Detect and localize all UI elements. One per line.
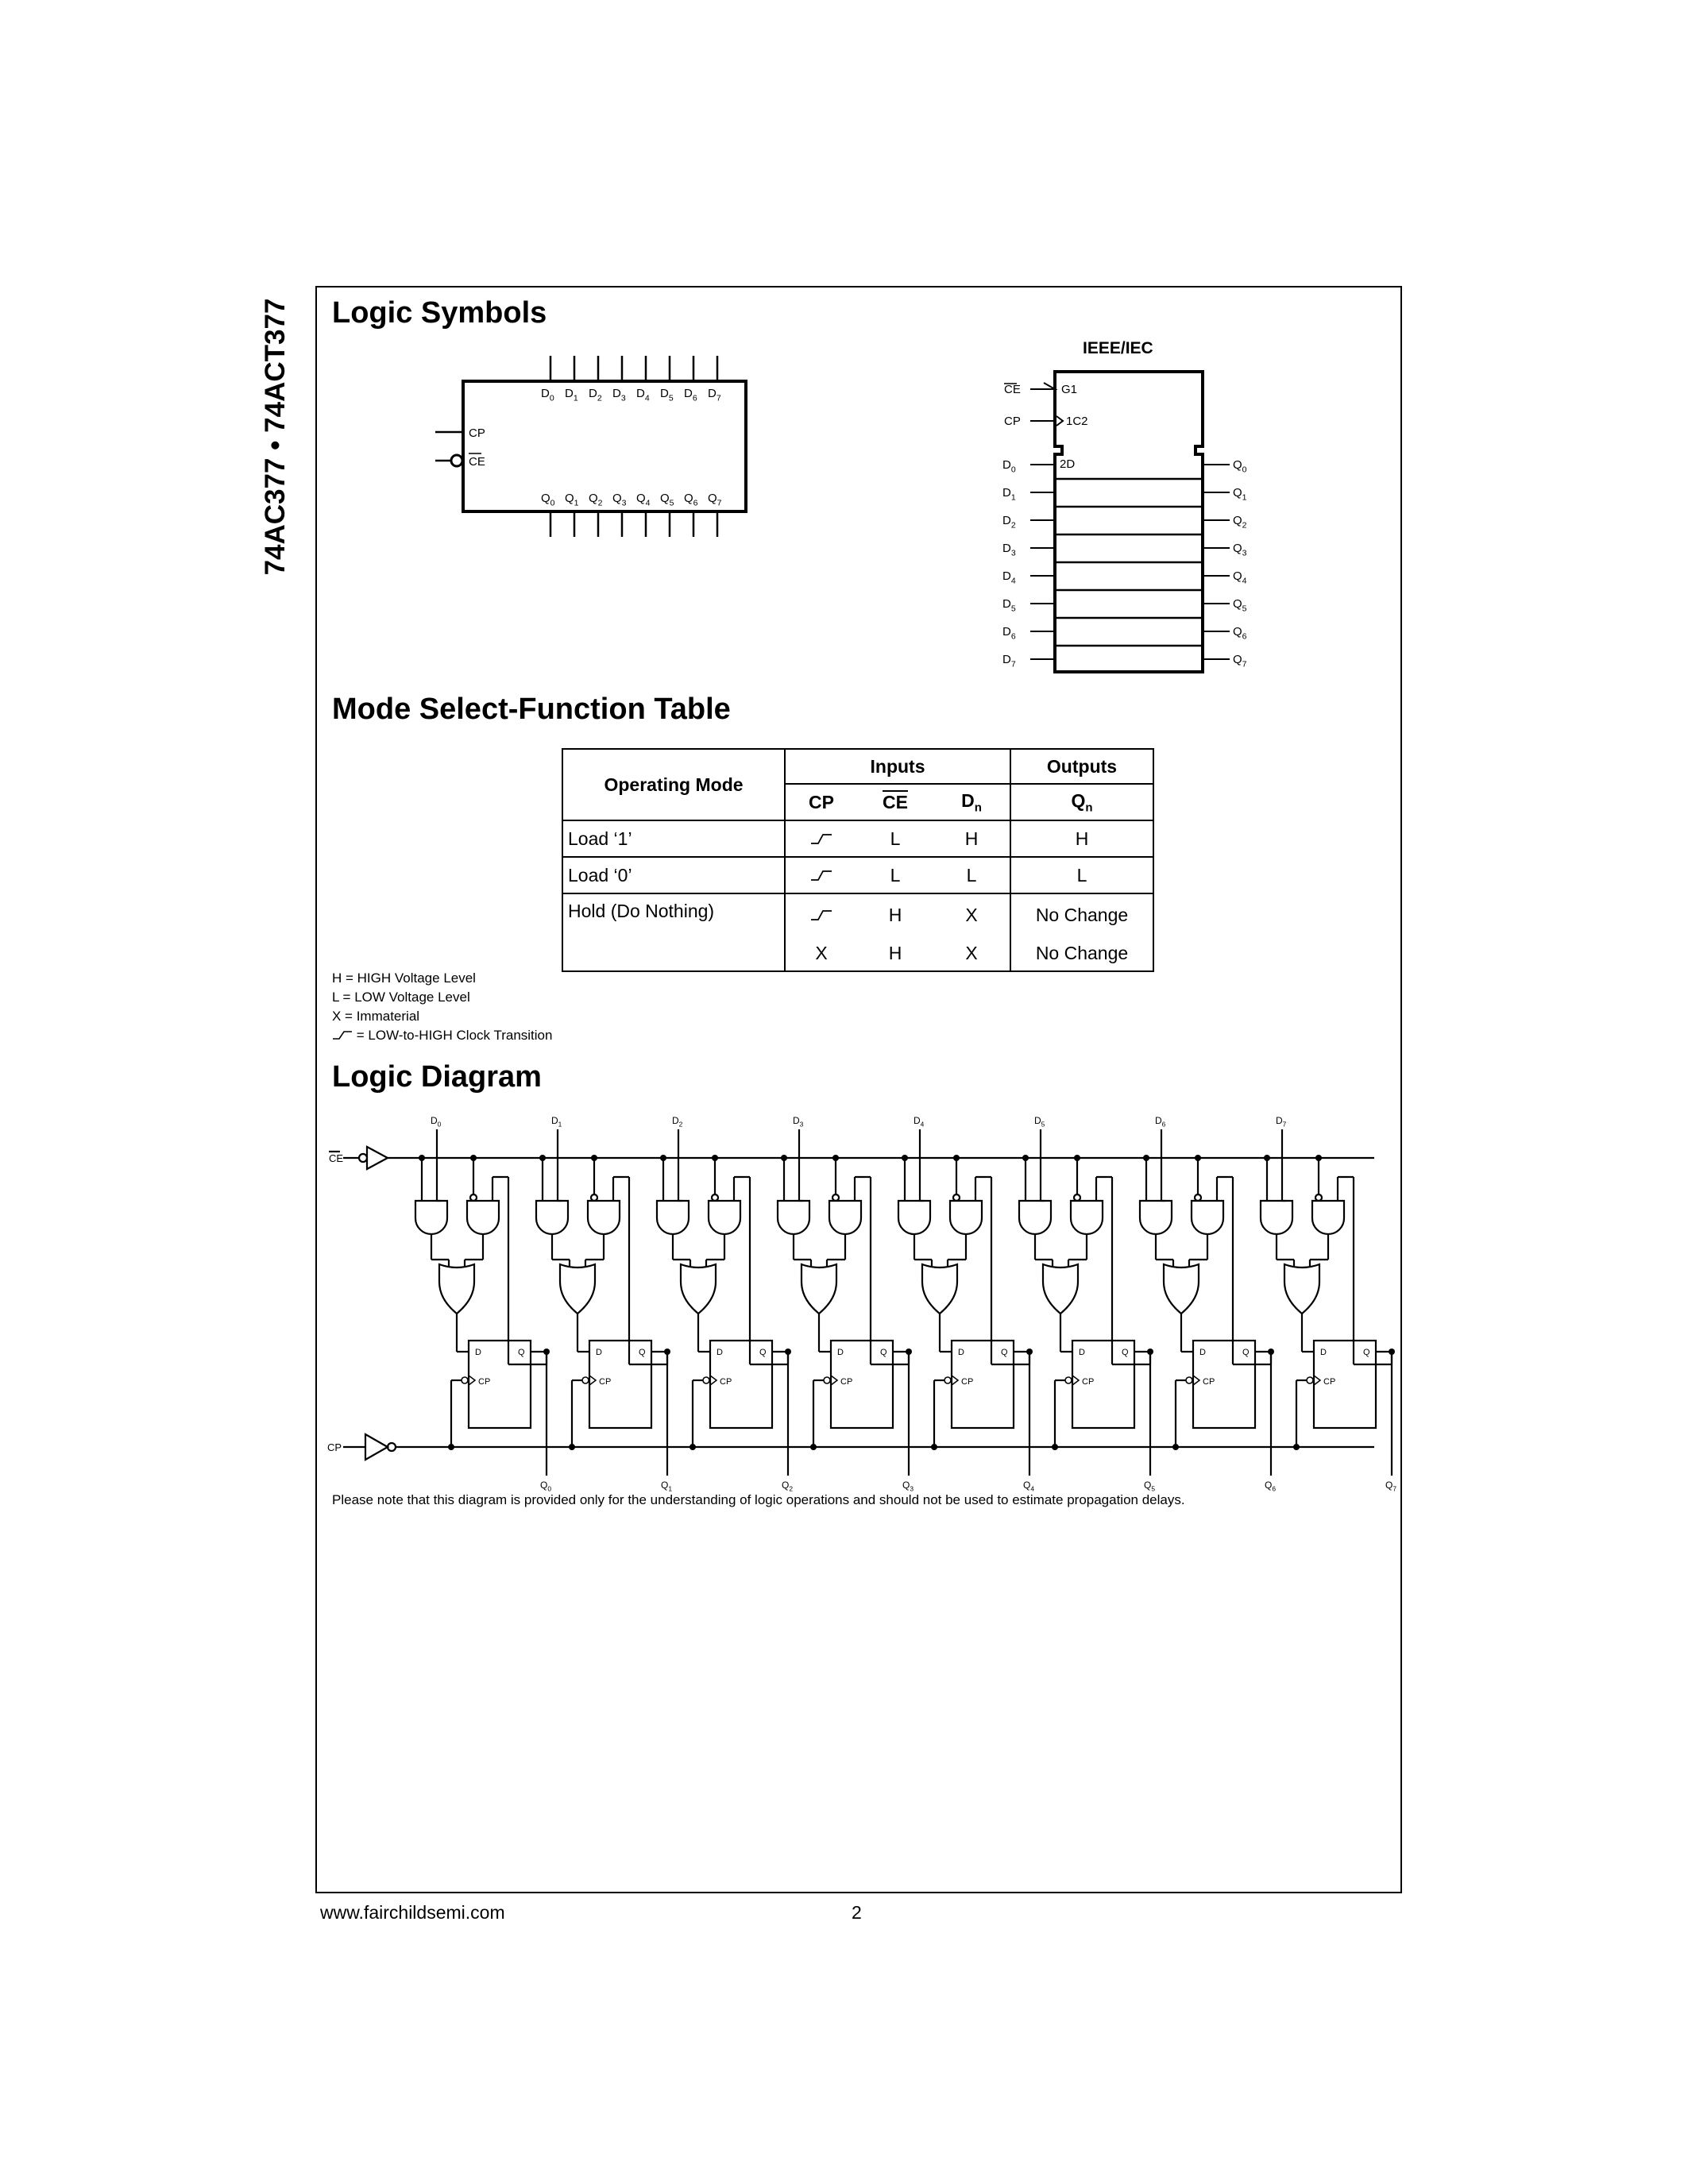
ce-invert-bubble	[953, 1194, 960, 1201]
ieee-ce-negation	[1044, 383, 1055, 389]
ff-q-label: Q	[1001, 1348, 1008, 1357]
header-qn	[1010, 784, 1153, 820]
header-dn-sub: n	[974, 801, 982, 815]
d-pin-label: $D_0$	[541, 387, 554, 403]
legend-x: X = Immaterial	[332, 1009, 420, 1024]
junction-dot	[1315, 1155, 1322, 1161]
d-pin-label: $D_4$	[636, 387, 650, 403]
table-legend	[332, 969, 552, 1045]
junction-dot	[781, 1155, 787, 1161]
diagram-d-label: $D_3$	[793, 1115, 804, 1129]
ieee-title: IEEE/IEC	[1083, 339, 1153, 357]
junction-dot	[660, 1155, 666, 1161]
ff-cp-label: CP	[961, 1377, 974, 1387]
ff-clock-triangle	[469, 1376, 475, 1385]
ff-d-label: D	[837, 1348, 844, 1357]
diagram-d-label: $D_5$	[1034, 1115, 1045, 1129]
header-dn-text: D	[961, 789, 975, 811]
ce-invert-bubble	[832, 1194, 839, 1201]
junction-dot	[419, 1155, 425, 1161]
ieee-d-label: $D_1$	[1002, 486, 1016, 503]
clock-triangle	[1056, 416, 1063, 426]
diagram-q-label: $Q_7$	[1385, 1480, 1397, 1493]
row-dn: X	[933, 936, 1010, 971]
and-gate	[588, 1201, 620, 1234]
and-gate	[778, 1201, 809, 1234]
mode-select-heading: Mode Select-Function Table	[332, 693, 731, 726]
and-gate	[829, 1201, 861, 1234]
ff-clock-bubble	[1065, 1377, 1072, 1383]
header-operating-mode: Operating Mode	[562, 749, 785, 820]
junction-dot	[810, 1444, 817, 1450]
ff-clock-triangle	[1072, 1376, 1079, 1385]
ff-cp-label: CP	[1203, 1377, 1215, 1387]
row-mode: Load ‘1’	[562, 820, 785, 857]
or-gate	[439, 1264, 474, 1314]
logic-symbol	[421, 349, 771, 548]
and-gate	[1140, 1201, 1172, 1234]
ieee-d-label: $D_2$	[1002, 514, 1016, 531]
ff-cp-label: CP	[720, 1377, 732, 1387]
ff-d-label: D	[1199, 1348, 1206, 1357]
and-gate	[709, 1201, 740, 1234]
header-qn-sub: n	[1085, 801, 1093, 815]
diagram-d-label: $D_4$	[914, 1115, 925, 1129]
row-dn: H	[933, 820, 1010, 857]
junction-dot	[1052, 1444, 1058, 1450]
and-gate	[1312, 1201, 1344, 1234]
q-pin-label: $Q_3$	[612, 492, 627, 508]
and-gate	[898, 1201, 930, 1234]
header-cp: CP	[785, 784, 857, 820]
row-cp	[785, 857, 857, 893]
c2-label: 1C2	[1066, 415, 1088, 428]
side-title-text: 74AC377 • 74ACT377	[260, 298, 291, 576]
row-cp	[785, 820, 857, 857]
ce-invert-bubble	[1074, 1194, 1080, 1201]
ff-clock-bubble	[1186, 1377, 1192, 1383]
diagram-q-label: $Q_3$	[902, 1480, 914, 1493]
q-pin-label: $Q_1$	[565, 492, 579, 508]
ieee-ce-label: CE	[1004, 383, 1021, 396]
legend-clock-text: = LOW-to-HIGH Clock Transition	[356, 1028, 553, 1043]
row-ce: H	[857, 936, 933, 971]
ce-invert-bubble	[591, 1194, 597, 1201]
ce-invert-bubble	[712, 1194, 718, 1201]
diagram-q-label: $Q_6$	[1265, 1480, 1277, 1493]
junction-dot	[1074, 1155, 1080, 1161]
row-cp: X	[785, 936, 857, 971]
junction-dot	[539, 1155, 546, 1161]
row-qn: L	[1010, 857, 1153, 893]
header-ce	[857, 784, 933, 820]
q-pin-label: $Q_6$	[684, 492, 698, 508]
symbol-body	[463, 381, 746, 511]
diagram-q-label: $Q_1$	[661, 1480, 673, 1493]
diagram-d-label: $D_2$	[672, 1115, 683, 1129]
and-gate	[415, 1201, 447, 1234]
ff-d-label: D	[475, 1348, 481, 1357]
ff-d-label: D	[958, 1348, 964, 1357]
ff-q-label: Q	[1122, 1348, 1129, 1357]
ff-clock-bubble	[703, 1377, 709, 1383]
rising-edge-icon	[332, 1029, 353, 1040]
footer-url[interactable]: www.fairchildsemi.com	[320, 1902, 505, 1923]
ce-bubble	[359, 1154, 367, 1162]
cp-label: CP	[469, 426, 485, 440]
q-pin-label: $Q_0$	[541, 492, 555, 508]
diagram-q-label: $Q_0$	[540, 1480, 552, 1493]
rising-edge-icon	[809, 909, 833, 921]
and-gate	[1192, 1201, 1223, 1234]
header-ce-text: $\overline{CE}$	[883, 791, 908, 812]
ce-invert-bubble	[470, 1194, 477, 1201]
diagram-cp-label: CP	[327, 1441, 342, 1453]
cp-inverter	[365, 1434, 388, 1460]
junction-dot	[470, 1155, 477, 1161]
ieee-cp-label: CP	[1004, 415, 1021, 428]
header-dn	[933, 784, 1010, 820]
diagram-d-label: $D_1$	[551, 1115, 562, 1129]
logic-diagram	[326, 1112, 1398, 1493]
ieee-q-label: $Q_0$	[1233, 458, 1247, 475]
ieee-q-label: $Q_4$	[1233, 569, 1247, 586]
q-pin-label: $Q_2$	[589, 492, 603, 508]
ff-clock-triangle	[710, 1376, 717, 1385]
ce-invert-bubble	[1195, 1194, 1201, 1201]
or-gate	[1284, 1264, 1319, 1314]
or-gate	[802, 1264, 836, 1314]
ff-q-label: Q	[880, 1348, 887, 1357]
q-pin-label: $Q_5$	[660, 492, 674, 508]
legend-l: L = LOW Voltage Level	[332, 990, 470, 1005]
header-inputs: Inputs	[785, 749, 1010, 784]
d-pin-label: $D_5$	[660, 387, 674, 403]
diagram-ce-label: CE	[329, 1152, 344, 1164]
or-gate	[681, 1264, 716, 1314]
ff-clock-triangle	[952, 1376, 958, 1385]
ieee-q-label: $Q_7$	[1233, 653, 1247, 669]
ff-d-label: D	[596, 1348, 602, 1357]
junction-dot	[832, 1155, 839, 1161]
ff-clock-bubble	[944, 1377, 951, 1383]
ieee-d-label: $D_4$	[1002, 569, 1016, 586]
header-qn-text: Q	[1071, 789, 1086, 811]
junction-dot	[1172, 1444, 1179, 1450]
ff-cp-label: CP	[478, 1377, 491, 1387]
d-pin-label: $D_7$	[708, 387, 721, 403]
ff-clock-bubble	[582, 1377, 589, 1383]
function-table	[562, 748, 1154, 972]
junction-dot	[1195, 1155, 1201, 1161]
ff-cp-label: CP	[1323, 1377, 1336, 1387]
diagram-d-label: $D_0$	[431, 1115, 442, 1129]
ff-cp-label: CP	[599, 1377, 612, 1387]
row-ce: L	[857, 857, 933, 893]
ieee-symbol	[993, 334, 1255, 683]
junction-dot	[591, 1155, 597, 1161]
and-gate	[1071, 1201, 1103, 1234]
row-cp	[785, 893, 857, 936]
ieee-d-label: $D_7$	[1002, 653, 1016, 669]
ff-q-label: Q	[759, 1348, 767, 1357]
ieee-q-label: $Q_6$	[1233, 625, 1247, 642]
ff-q-label: Q	[518, 1348, 525, 1357]
junction-dot	[902, 1155, 908, 1161]
ff-clock-triangle	[1193, 1376, 1199, 1385]
g1-label: G1	[1061, 383, 1078, 396]
ff-q-label: Q	[1363, 1348, 1370, 1357]
legend-h: H = HIGH Voltage Level	[332, 970, 476, 986]
ieee-d-label: $D_5$	[1002, 597, 1016, 614]
q-pin-label: $Q_7$	[708, 492, 722, 508]
row-mode: Load ‘0’	[562, 857, 785, 893]
ff-d-label: D	[1320, 1348, 1327, 1357]
ff-q-label: Q	[639, 1348, 646, 1357]
junction-dot	[1293, 1444, 1300, 1450]
junction-dot	[931, 1444, 937, 1450]
row-qn: No Change	[1010, 936, 1153, 971]
junction-dot	[953, 1155, 960, 1161]
and-gate	[1019, 1201, 1051, 1234]
logic-diagram-heading: Logic Diagram	[332, 1060, 542, 1094]
or-gate	[1164, 1264, 1199, 1314]
d2-label: 2D	[1060, 457, 1076, 471]
ce-inversion-bubble	[451, 455, 462, 466]
ff-clock-bubble	[824, 1377, 830, 1383]
diagram-q-label: $Q_2$	[782, 1480, 794, 1493]
ff-clock-bubble	[462, 1377, 468, 1383]
junction-dot	[1143, 1155, 1149, 1161]
page-number: 2	[852, 1902, 862, 1923]
legend-clock	[332, 1026, 552, 1045]
row-dn: L	[933, 857, 1010, 893]
q-pin-label: $Q_4$	[636, 492, 651, 508]
diagram-note: Please note that this diagram is provided only for the understanding of logic operations and should not be used to estimate propagation delays.	[332, 1492, 1185, 1507]
ce-buffer	[367, 1147, 388, 1169]
d-pin-label: $D_3$	[612, 387, 626, 403]
ieee-q-label: $Q_5$	[1233, 597, 1247, 614]
d-pin-label: $D_6$	[684, 387, 697, 403]
row-ce: H	[857, 893, 933, 936]
ff-clock-triangle	[589, 1376, 596, 1385]
diagram-q-label: $Q_4$	[1023, 1480, 1035, 1493]
diagram-q-label: $Q_5$	[1144, 1480, 1156, 1493]
ce-label: CE	[469, 455, 485, 469]
rising-edge-icon	[809, 832, 833, 845]
ff-clock-bubble	[1307, 1377, 1313, 1383]
row-qn: No Change	[1010, 893, 1153, 936]
or-gate	[922, 1264, 957, 1314]
and-gate	[467, 1201, 499, 1234]
and-gate	[657, 1201, 689, 1234]
row-ce: L	[857, 820, 933, 857]
d-pin-label: $D_2$	[589, 387, 602, 403]
diagram-d-label: $D_7$	[1276, 1115, 1287, 1129]
and-gate	[536, 1201, 568, 1234]
junction-dot	[712, 1155, 718, 1161]
d-pin-label: $D_1$	[565, 387, 578, 403]
ieee-q-label: $Q_2$	[1233, 514, 1247, 531]
ff-cp-label: CP	[840, 1377, 853, 1387]
ff-clock-triangle	[1314, 1376, 1320, 1385]
rising-edge-icon	[809, 869, 833, 882]
logic-symbols-heading: Logic Symbols	[332, 296, 547, 330]
ieee-d-label: $D_3$	[1002, 542, 1016, 558]
row-dn: X	[933, 893, 1010, 936]
ff-clock-triangle	[831, 1376, 837, 1385]
junction-dot	[448, 1444, 454, 1450]
junction-dot	[1264, 1155, 1270, 1161]
or-gate	[560, 1264, 595, 1314]
ce-invert-bubble	[1315, 1194, 1322, 1201]
and-gate	[1261, 1201, 1292, 1234]
ff-d-label: D	[1079, 1348, 1085, 1357]
row-mode: Hold (Do Nothing)	[562, 893, 785, 936]
junction-dot	[689, 1444, 696, 1450]
ieee-q-label: $Q_1$	[1233, 486, 1247, 503]
header-outputs: Outputs	[1010, 749, 1153, 784]
ieee-d-label: $D_6$	[1002, 625, 1016, 642]
junction-dot	[1022, 1155, 1029, 1161]
ieee-d-label: $D_0$	[1002, 458, 1016, 475]
row-mode	[562, 936, 785, 971]
ff-cp-label: CP	[1082, 1377, 1095, 1387]
or-gate	[1043, 1264, 1078, 1314]
ff-d-label: D	[717, 1348, 723, 1357]
junction-dot	[569, 1444, 575, 1450]
diagram-d-label: $D_6$	[1155, 1115, 1166, 1129]
ieee-q-label: $Q_3$	[1233, 542, 1247, 558]
row-qn: H	[1010, 820, 1153, 857]
ff-q-label: Q	[1242, 1348, 1250, 1357]
and-gate	[950, 1201, 982, 1234]
